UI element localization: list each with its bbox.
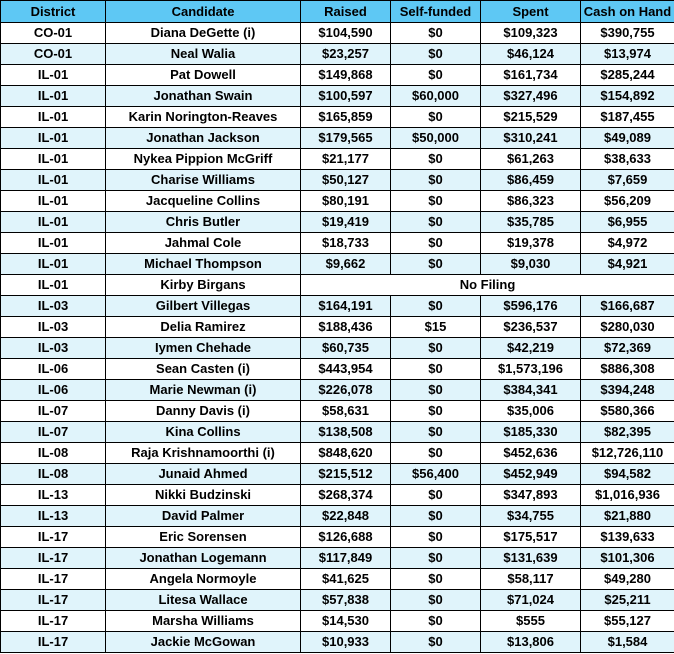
- table-row: [1, 317, 674, 338]
- raised-cell: $9,662: [301, 254, 391, 275]
- raised-cell: $21,177: [301, 149, 391, 170]
- cash-on-hand-cell: $12,726,110: [581, 443, 674, 464]
- spent-cell: $13,806: [481, 632, 581, 653]
- district-cell: CO-01: [1, 23, 106, 44]
- candidate-cell: Delia Ramirez: [106, 317, 301, 338]
- spent-cell: $347,893: [481, 485, 581, 506]
- spent-cell: $42,219: [481, 338, 581, 359]
- candidate-cell: Marsha Williams: [106, 611, 301, 632]
- table-row: [1, 611, 674, 632]
- candidate-cell: Litesa Wallace: [106, 590, 301, 611]
- spent-cell: $86,323: [481, 191, 581, 212]
- spent-cell: $86,459: [481, 170, 581, 191]
- table-row: [1, 527, 674, 548]
- cash-on-hand-cell: $49,280: [581, 569, 674, 590]
- raised-cell: $60,735: [301, 338, 391, 359]
- raised-cell: $126,688: [301, 527, 391, 548]
- district-cell: IL-06: [1, 359, 106, 380]
- self-funded-cell: $0: [391, 233, 481, 254]
- cash-on-hand-cell: $94,582: [581, 464, 674, 485]
- table-row: [1, 128, 674, 149]
- table-row: [1, 569, 674, 590]
- cash-on-hand-cell: $4,921: [581, 254, 674, 275]
- self-funded-cell: $0: [391, 170, 481, 191]
- table-row: [1, 233, 674, 254]
- district-cell: IL-01: [1, 212, 106, 233]
- table-row: [1, 632, 674, 653]
- raised-cell: $57,838: [301, 590, 391, 611]
- district-cell: IL-03: [1, 317, 106, 338]
- district-cell: IL-08: [1, 464, 106, 485]
- table-row: [1, 212, 674, 233]
- self-funded-cell: $15: [391, 317, 481, 338]
- spent-cell: $46,124: [481, 44, 581, 65]
- raised-cell: $149,868: [301, 65, 391, 86]
- self-funded-cell: $0: [391, 569, 481, 590]
- candidate-cell: Kina Collins: [106, 422, 301, 443]
- district-cell: IL-17: [1, 590, 106, 611]
- candidate-cell: Jonathan Logemann: [106, 548, 301, 569]
- self-funded-cell: $0: [391, 107, 481, 128]
- district-cell: IL-01: [1, 170, 106, 191]
- header-candidate: Candidate: [106, 1, 301, 23]
- header-spent: Spent: [481, 1, 581, 23]
- candidate-cell: Chris Butler: [106, 212, 301, 233]
- cash-on-hand-cell: $285,244: [581, 65, 674, 86]
- cash-on-hand-cell: $187,455: [581, 107, 674, 128]
- table-row: [1, 107, 674, 128]
- cash-on-hand-cell: $394,248: [581, 380, 674, 401]
- candidate-cell: Danny Davis (i): [106, 401, 301, 422]
- self-funded-cell: $0: [391, 359, 481, 380]
- district-cell: IL-01: [1, 233, 106, 254]
- candidate-cell: Jonathan Jackson: [106, 128, 301, 149]
- district-cell: IL-17: [1, 569, 106, 590]
- cash-on-hand-cell: $101,306: [581, 548, 674, 569]
- self-funded-cell: $56,400: [391, 464, 481, 485]
- district-cell: IL-17: [1, 611, 106, 632]
- raised-cell: $443,954: [301, 359, 391, 380]
- raised-cell: $165,859: [301, 107, 391, 128]
- candidate-cell: Sean Casten (i): [106, 359, 301, 380]
- raised-cell: $10,933: [301, 632, 391, 653]
- table-row: [1, 485, 674, 506]
- district-cell: IL-01: [1, 107, 106, 128]
- candidate-cell: Michael Thompson: [106, 254, 301, 275]
- raised-cell: $138,508: [301, 422, 391, 443]
- self-funded-cell: $0: [391, 212, 481, 233]
- spent-cell: $175,517: [481, 527, 581, 548]
- table-row: [1, 443, 674, 464]
- no-filing-cell: No Filing: [301, 275, 674, 296]
- cash-on-hand-cell: $139,633: [581, 527, 674, 548]
- table-body: [1, 23, 674, 653]
- self-funded-cell: $0: [391, 401, 481, 422]
- self-funded-cell: $0: [391, 296, 481, 317]
- cash-on-hand-cell: $154,892: [581, 86, 674, 107]
- cash-on-hand-cell: $55,127: [581, 611, 674, 632]
- candidate-cell: Nykea Pippion McGriff: [106, 149, 301, 170]
- candidate-cell: Karin Norington-Reaves: [106, 107, 301, 128]
- cash-on-hand-cell: $56,209: [581, 191, 674, 212]
- district-cell: IL-08: [1, 443, 106, 464]
- spent-cell: $34,755: [481, 506, 581, 527]
- table-row: [1, 359, 674, 380]
- table-row: [1, 296, 674, 317]
- self-funded-cell: $0: [391, 506, 481, 527]
- table-row: [1, 338, 674, 359]
- spent-cell: $1,573,196: [481, 359, 581, 380]
- raised-cell: $58,631: [301, 401, 391, 422]
- district-cell: IL-01: [1, 254, 106, 275]
- district-cell: IL-01: [1, 149, 106, 170]
- spent-cell: $19,378: [481, 233, 581, 254]
- header-self-funded: Self-funded: [391, 1, 481, 23]
- cash-on-hand-cell: $4,972: [581, 233, 674, 254]
- spent-cell: $185,330: [481, 422, 581, 443]
- self-funded-cell: $60,000: [391, 86, 481, 107]
- cash-on-hand-cell: $390,755: [581, 23, 674, 44]
- spent-cell: $384,341: [481, 380, 581, 401]
- table-row: [1, 23, 674, 44]
- raised-cell: $848,620: [301, 443, 391, 464]
- self-funded-cell: $0: [391, 65, 481, 86]
- table-row: [1, 44, 674, 65]
- self-funded-cell: $0: [391, 191, 481, 212]
- candidate-cell: Jahmal Cole: [106, 233, 301, 254]
- header-row: [1, 1, 674, 23]
- cash-on-hand-cell: $82,395: [581, 422, 674, 443]
- raised-cell: $179,565: [301, 128, 391, 149]
- self-funded-cell: $0: [391, 149, 481, 170]
- raised-cell: $80,191: [301, 191, 391, 212]
- cash-on-hand-cell: $6,955: [581, 212, 674, 233]
- raised-cell: $50,127: [301, 170, 391, 191]
- self-funded-cell: $0: [391, 485, 481, 506]
- candidate-cell: Kirby Birgans: [106, 275, 301, 296]
- raised-cell: $104,590: [301, 23, 391, 44]
- spent-cell: $452,949: [481, 464, 581, 485]
- self-funded-cell: $0: [391, 443, 481, 464]
- raised-cell: $100,597: [301, 86, 391, 107]
- district-cell: IL-13: [1, 506, 106, 527]
- candidate-cell: Diana DeGette (i): [106, 23, 301, 44]
- table-row: [1, 65, 674, 86]
- candidate-cell: Iymen Chehade: [106, 338, 301, 359]
- district-cell: IL-01: [1, 128, 106, 149]
- raised-cell: $18,733: [301, 233, 391, 254]
- district-cell: IL-03: [1, 338, 106, 359]
- spent-cell: $236,537: [481, 317, 581, 338]
- candidate-cell: David Palmer: [106, 506, 301, 527]
- raised-cell: $14,530: [301, 611, 391, 632]
- cash-on-hand-cell: $166,687: [581, 296, 674, 317]
- self-funded-cell: $0: [391, 338, 481, 359]
- self-funded-cell: $0: [391, 23, 481, 44]
- candidate-cell: Charise Williams: [106, 170, 301, 191]
- self-funded-cell: $0: [391, 527, 481, 548]
- table-row: [1, 464, 674, 485]
- district-cell: IL-01: [1, 275, 106, 296]
- cash-on-hand-cell: $1,584: [581, 632, 674, 653]
- cash-on-hand-cell: $38,633: [581, 149, 674, 170]
- table-row: [1, 422, 674, 443]
- district-cell: IL-07: [1, 422, 106, 443]
- table-row: [1, 149, 674, 170]
- spent-cell: $310,241: [481, 128, 581, 149]
- candidate-cell: Jackie McGowan: [106, 632, 301, 653]
- table-row: [1, 548, 674, 569]
- raised-cell: $268,374: [301, 485, 391, 506]
- self-funded-cell: $50,000: [391, 128, 481, 149]
- candidate-cell: Gilbert Villegas: [106, 296, 301, 317]
- district-cell: IL-13: [1, 485, 106, 506]
- district-cell: IL-01: [1, 65, 106, 86]
- candidate-cell: Pat Dowell: [106, 65, 301, 86]
- cash-on-hand-cell: $886,308: [581, 359, 674, 380]
- self-funded-cell: $0: [391, 548, 481, 569]
- table-row: [1, 401, 674, 422]
- candidate-cell: Jacqueline Collins: [106, 191, 301, 212]
- self-funded-cell: $0: [391, 380, 481, 401]
- raised-cell: $188,436: [301, 317, 391, 338]
- candidate-cell: Nikki Budzinski: [106, 485, 301, 506]
- spent-cell: $131,639: [481, 548, 581, 569]
- header-raised: Raised: [301, 1, 391, 23]
- district-cell: CO-01: [1, 44, 106, 65]
- district-cell: IL-07: [1, 401, 106, 422]
- spent-cell: $327,496: [481, 86, 581, 107]
- table-row: [1, 86, 674, 107]
- spent-cell: $9,030: [481, 254, 581, 275]
- candidate-cell: Neal Walia: [106, 44, 301, 65]
- spent-cell: $71,024: [481, 590, 581, 611]
- candidate-cell: Junaid Ahmed: [106, 464, 301, 485]
- table-row: [1, 191, 674, 212]
- table-row: [1, 380, 674, 401]
- candidate-cell: Jonathan Swain: [106, 86, 301, 107]
- spent-cell: $555: [481, 611, 581, 632]
- self-funded-cell: $0: [391, 422, 481, 443]
- district-cell: IL-03: [1, 296, 106, 317]
- cash-on-hand-cell: $580,366: [581, 401, 674, 422]
- cash-on-hand-cell: $25,211: [581, 590, 674, 611]
- district-cell: IL-06: [1, 380, 106, 401]
- candidate-cell: Raja Krishnamoorthi (i): [106, 443, 301, 464]
- cash-on-hand-cell: $49,089: [581, 128, 674, 149]
- candidate-cell: Eric Sorensen: [106, 527, 301, 548]
- candidate-cell: Angela Normoyle: [106, 569, 301, 590]
- spent-cell: $58,117: [481, 569, 581, 590]
- spent-cell: $215,529: [481, 107, 581, 128]
- raised-cell: $41,625: [301, 569, 391, 590]
- cash-on-hand-cell: $72,369: [581, 338, 674, 359]
- self-funded-cell: $0: [391, 590, 481, 611]
- self-funded-cell: $0: [391, 44, 481, 65]
- raised-cell: $117,849: [301, 548, 391, 569]
- raised-cell: $164,191: [301, 296, 391, 317]
- cash-on-hand-cell: $280,030: [581, 317, 674, 338]
- self-funded-cell: $0: [391, 632, 481, 653]
- raised-cell: $23,257: [301, 44, 391, 65]
- spent-cell: $452,636: [481, 443, 581, 464]
- raised-cell: $19,419: [301, 212, 391, 233]
- cash-on-hand-cell: $13,974: [581, 44, 674, 65]
- cash-on-hand-cell: $7,659: [581, 170, 674, 191]
- spent-cell: $161,734: [481, 65, 581, 86]
- spent-cell: $596,176: [481, 296, 581, 317]
- table-row: [1, 170, 674, 191]
- district-cell: IL-01: [1, 191, 106, 212]
- raised-cell: $22,848: [301, 506, 391, 527]
- raised-cell: $226,078: [301, 380, 391, 401]
- district-cell: IL-17: [1, 527, 106, 548]
- spent-cell: $109,323: [481, 23, 581, 44]
- table-row: [1, 254, 674, 275]
- cash-on-hand-cell: $1,016,936: [581, 485, 674, 506]
- spent-cell: $35,006: [481, 401, 581, 422]
- district-cell: IL-17: [1, 632, 106, 653]
- self-funded-cell: $0: [391, 611, 481, 632]
- table-row: [1, 506, 674, 527]
- cash-on-hand-cell: $21,880: [581, 506, 674, 527]
- raised-cell: $215,512: [301, 464, 391, 485]
- header-district: District: [1, 1, 106, 23]
- self-funded-cell: $0: [391, 254, 481, 275]
- candidate-cell: Marie Newman (i): [106, 380, 301, 401]
- header-cash-on-hand: Cash on Hand: [581, 1, 674, 23]
- table-row: [1, 275, 674, 296]
- spent-cell: $61,263: [481, 149, 581, 170]
- table-row: [1, 590, 674, 611]
- district-cell: IL-17: [1, 548, 106, 569]
- spent-cell: $35,785: [481, 212, 581, 233]
- district-cell: IL-01: [1, 86, 106, 107]
